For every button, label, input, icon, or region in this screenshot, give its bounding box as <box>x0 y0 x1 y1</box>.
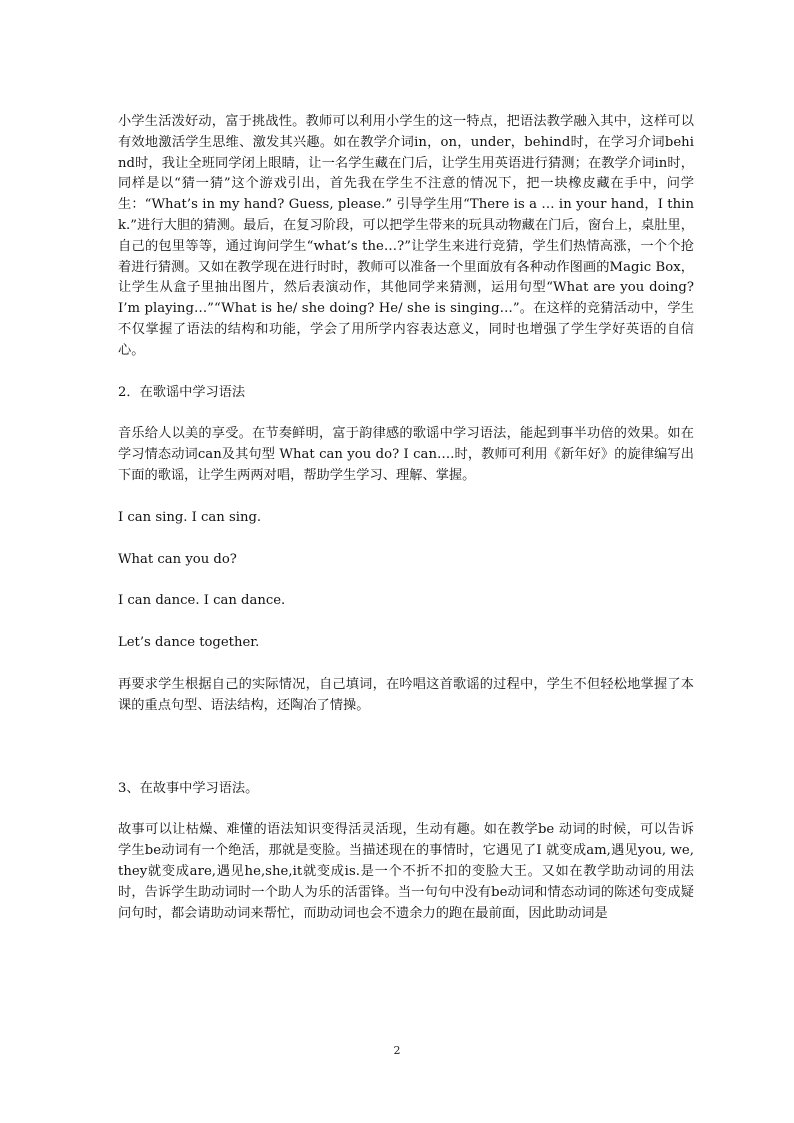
spacer <box>118 362 694 383</box>
paragraph-guessing-games: 小学生活泼好动，富于挑战性。教师可以利用小学生的这一特点，把语法教学融入其中，这样可以有效地激活学生思维、激发其兴趣。如在教学介词in，on，under，behind时，在学习介词behind时，我让全班同学闭上眼睛，让一名学生藏在门后，让学生用英语进行猜测；在教学介词in时，同样是以“猜一猜”这个游戏引出，首先我在学生不注意的情况下，把一块橡皮藏在手中，问学生：“What’s in my hand? Guess, please.” 引导学生用“There is a … in your hand，I think.”进行大胆的猜测。最后，在复习阶段，可以把学生带来的玩具动物藏在门后，窗台上，桌肚里，自己的包里等等，通过询问学生“what’s the…?”让学生来进行竞猜，学生们热情高涨，一个个抢着进行猜测。又如在教学现在进行时时，教师可以准备一个里面放有各种动作图画的Magic Box，让学生从盒子里抽出图片，然后表演动作，其他同学来猜测，运用句型“What are you doing? I’m playing…”“What is he/ she doing? He/ she is singing…”。在这样的竞猜活动中，学生不仅掌握了语法的结构和功能，学会了用所学内容表达意义，同时也增强了学生学好英语的自信心。 <box>118 114 694 358</box>
spacer <box>118 403 694 424</box>
paragraph-songs: 音乐给人以美的享受。在节奏鲜明，富于韵律感的歌谣中学习语法，能起到事半功倍的效果。如在学习情态动词can及其句型 What can you do? I can….时，教师可利用《新年好》的旋律编写出下面的歌谣，让学生两两对唱，帮助学生学习、理解、掌握。 <box>118 426 694 483</box>
song-line: Let’s dance together. <box>118 635 260 651</box>
song-line: What can you do? <box>118 551 237 567</box>
paragraph-stories: 故事可以让枯燥、难懂的语法知识变得活灵活现，生动有趣。如在教学be 动词的时候，可以告诉学生be动词有一个绝活，那就是变脸。当描述现在的事情时，它遇见了I 就变成am,遇见you, we, they就变成are,遇见he,she,it就变成is.是一个不折不扣的变脸大王。又如在教学助动词的用法时，告诉学生助动词时一个助人为乐的活雷锋。当一句句中没有be动词和情态动词的陈述句变成疑问句时，都会请助动词来帮忙，而助动词也会不遗余力的跑在最前面，因此助动词是 <box>118 822 694 921</box>
document-body <box>118 112 694 924</box>
spacer <box>118 529 694 550</box>
spacer <box>118 717 694 779</box>
paragraph-song-summary: 再要求学生根据自己的实际情况，自己填词，在吟唱这首歌谣的过程中，学生不但轻松地掌握了本课的重点句型、语法结构，还陶冶了情操。 <box>118 676 694 713</box>
section-heading-stories: 3、在故事中学习语法。 <box>118 780 259 796</box>
section-heading-songs: 2．在歌谣中学习语法 <box>118 384 246 400</box>
song-line: I can sing. I can sing. <box>118 509 262 525</box>
spacer <box>118 612 694 633</box>
spacer <box>118 654 694 675</box>
song-line: I can dance. I can dance. <box>118 593 286 609</box>
spacer <box>118 799 694 820</box>
spacer <box>118 570 694 591</box>
spacer <box>118 487 694 508</box>
page-number: 2 <box>393 1044 401 1057</box>
